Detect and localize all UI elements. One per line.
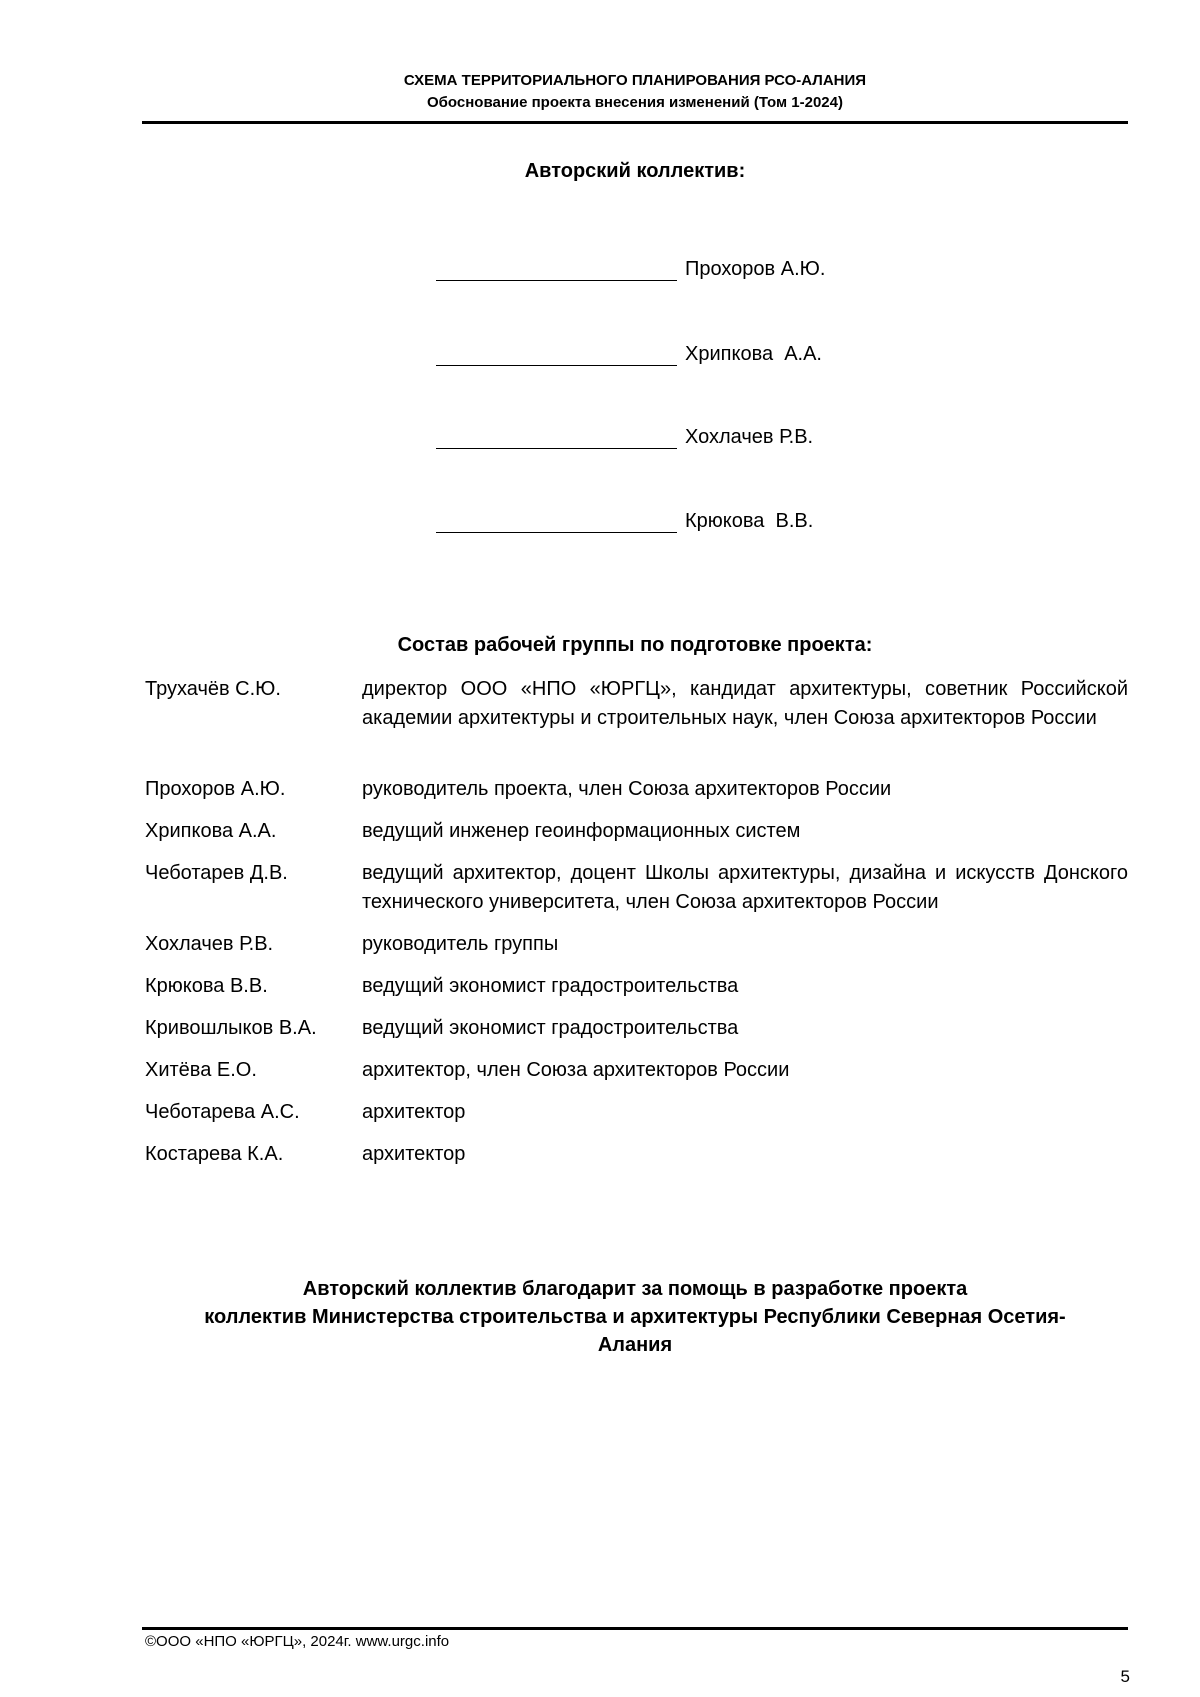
footer-copyright: ©ООО «НПО «ЮРГЦ», 2024г. www.urgc.info [145, 1633, 450, 1650]
member-role: руководитель проекта, член Союза архитекторов России [362, 778, 892, 800]
signature-name: Хрипкова А.А. [685, 343, 822, 365]
member-name: Костарева К.А. [145, 1143, 284, 1165]
member-role: руководитель группы [362, 933, 559, 955]
member-name: Хохлачев Р.В. [145, 933, 274, 955]
signature-row [436, 343, 996, 373]
member-name: Крюкова В.В. [145, 975, 268, 997]
member-name: Чеботарев Д.В. [145, 862, 288, 884]
header-divider [142, 121, 1128, 124]
acknowledgement [142, 1275, 1128, 1359]
signature-name: Прохоров А.Ю. [685, 258, 826, 280]
member-role: архитектор [362, 1101, 466, 1123]
member-role: архитектор, член Союза архитекторов России [362, 1059, 790, 1081]
member-name: Хитёва Е.О. [145, 1059, 257, 1081]
signature-row [436, 510, 996, 540]
footer-divider [142, 1627, 1128, 1630]
member-name: Чеботарева А.С. [145, 1101, 300, 1123]
signature-line [436, 448, 677, 449]
acknowledgement-line: Авторский коллектив благодарит за помощь в разработке проекта [302, 1278, 968, 1300]
signature-row [436, 426, 996, 456]
signature-line [436, 365, 677, 366]
member-name: Хрипкова А.А. [145, 820, 277, 842]
member-role: ведущий архитектор, доцент Школы архитектуры, дизайна и искусств Донского технического университета, член Союза архитекторов России [362, 862, 1128, 913]
header-subtitle: Обоснование проекта внесения изменений (Том 1-2024) [427, 94, 843, 111]
member-name: Кривошлыков В.А. [145, 1017, 317, 1039]
member-role: ведущий экономист градостроительства [362, 975, 739, 997]
signature-row [436, 258, 996, 288]
member-role: архитектор [362, 1143, 466, 1165]
acknowledgement-line: Алания [597, 1334, 673, 1356]
page-number: 5 [1120, 1667, 1130, 1686]
member-role: директор ООО «НПО «ЮРГЦ», кандидат архитектуры, советник Российской академии архитектуры и строительных наук, член Союза архитекторов России [362, 678, 1128, 729]
signature-line [436, 532, 677, 533]
header-title: СХЕМА ТЕРРИТОРИАЛЬНОГО ПЛАНИРОВАНИЯ РСО-АЛАНИЯ [403, 72, 867, 89]
signature-name: Хохлачев Р.В. [685, 426, 814, 448]
signature-name: Крюкова В.В. [685, 510, 814, 532]
working-group-title: Состав рабочей группы по подготовке проекта: [397, 634, 873, 656]
member-role: ведущий экономист градостроительства [362, 1017, 739, 1039]
member-name: Прохоров А.Ю. [145, 778, 286, 800]
member-name: Трухачёв С.Ю. [145, 678, 281, 700]
acknowledgement-line: коллектив Министерства строительства и архитектуры Республики Северная Осетия- [204, 1306, 1066, 1328]
signature-line [436, 280, 677, 281]
authors-title: Авторский коллектив: [524, 160, 746, 182]
document-header [142, 70, 1128, 114]
member-role: ведущий инженер геоинформационных систем [362, 820, 801, 842]
